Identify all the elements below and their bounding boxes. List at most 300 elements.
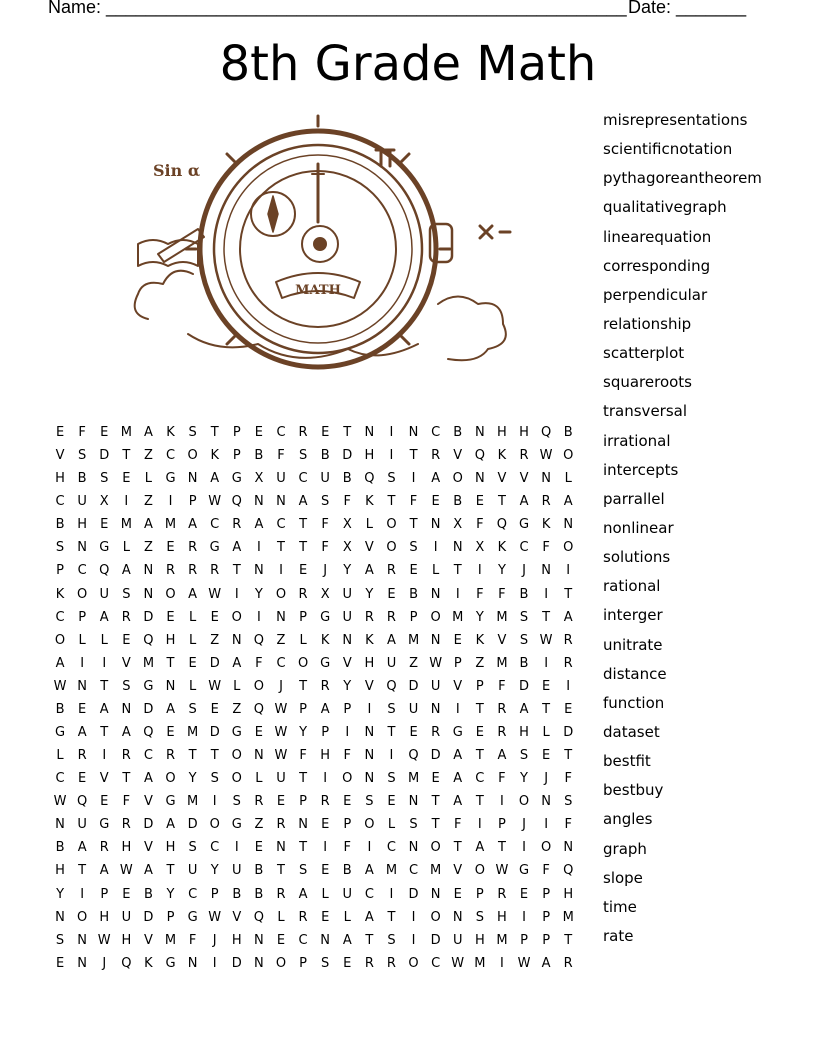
grid-letter: N xyxy=(55,817,65,833)
grid-letter: A xyxy=(563,494,573,510)
grid-letter: E xyxy=(210,609,219,625)
grid-letter: G xyxy=(55,725,66,741)
grid-letter: N xyxy=(364,425,375,440)
grid-letter: U xyxy=(320,471,330,487)
grid-letter: V xyxy=(364,540,374,556)
grid-letter: F xyxy=(255,655,263,671)
grid-letter: S xyxy=(122,678,131,694)
grid-letter: V xyxy=(453,863,463,879)
grid-letter: R xyxy=(364,609,374,625)
grid-letter: Q xyxy=(77,794,88,810)
grid-letter: P xyxy=(321,725,330,741)
grid-letter: T xyxy=(299,678,308,694)
grid-letter: R xyxy=(165,748,176,764)
grid-letter: Q xyxy=(540,425,552,440)
grid-letter: Z xyxy=(232,701,242,717)
grid-letter: T xyxy=(122,448,131,464)
word-list-item: squareroots xyxy=(603,373,692,392)
grid-letter: N xyxy=(563,840,574,856)
grid-letter: S xyxy=(475,909,484,925)
word-list-item: dataset xyxy=(603,722,660,741)
grid-letter: S xyxy=(409,540,418,556)
word-list-item: solutions xyxy=(603,548,671,567)
grid-letter: V xyxy=(519,471,529,487)
grid-letter: D xyxy=(143,609,154,625)
grid-letter: L xyxy=(255,771,263,787)
grid-letter: T xyxy=(431,794,440,810)
grid-letter: A xyxy=(519,701,529,717)
grid-letter: R xyxy=(563,955,573,971)
grid-letter: Y xyxy=(254,586,263,602)
grid-letter: E xyxy=(122,471,131,487)
grid-letter: Y xyxy=(520,771,528,787)
grid-letter: L xyxy=(387,817,396,833)
grid-letter: H xyxy=(563,886,574,902)
grid-letter: L xyxy=(277,909,285,925)
grid-letter: D xyxy=(563,725,574,741)
grid-letter: N xyxy=(541,471,551,487)
grid-letter: O xyxy=(77,586,88,602)
grid-letter: R xyxy=(364,955,374,971)
grid-letter: W xyxy=(495,863,509,879)
grid-letter: C xyxy=(409,863,419,879)
grid-letter: N xyxy=(254,748,264,764)
grid-letter: S xyxy=(321,955,330,971)
word-list-item: scatterplot xyxy=(603,344,685,363)
grid-letter: L xyxy=(188,678,197,694)
word-search-grid xyxy=(49,421,579,975)
grid-letter: Z xyxy=(143,494,153,510)
grid-letter: T xyxy=(100,725,109,741)
grid-letter: E xyxy=(210,701,219,717)
grid-letter: L xyxy=(564,471,572,487)
grid-letter: S xyxy=(78,448,87,464)
grid-letter: V xyxy=(453,448,463,464)
grid-letter: O xyxy=(540,840,552,856)
grid-letter: M xyxy=(474,955,486,971)
grid-letter: K xyxy=(320,632,330,648)
grid-letter: H xyxy=(55,863,65,879)
grid-letter: Y xyxy=(343,678,352,694)
grid-letter: E xyxy=(55,955,65,971)
grid-letter: I xyxy=(367,701,372,717)
grid-letter: P xyxy=(299,701,307,717)
grid-letter: C xyxy=(210,517,220,533)
grid-letter: H xyxy=(121,840,132,856)
grid-letter: I xyxy=(256,540,261,556)
grid-letter: B xyxy=(77,471,87,487)
grid-letter: M xyxy=(164,932,177,948)
word-list-item: relationship xyxy=(603,314,692,333)
grid-letter: Y xyxy=(365,586,374,602)
grid-letter: R xyxy=(519,448,529,464)
grid-letter: G xyxy=(320,655,331,671)
grid-letter: N xyxy=(364,771,375,787)
grid-letter: D xyxy=(408,678,419,694)
grid-letter: E xyxy=(298,563,308,579)
grid-letter: E xyxy=(519,886,529,902)
grid-letter: O xyxy=(452,471,463,487)
grid-letter: I xyxy=(389,448,394,464)
grid-letter: P xyxy=(520,932,528,948)
grid-letter: E xyxy=(564,701,573,717)
grid-letter: T xyxy=(299,517,308,533)
grid-letter: Y xyxy=(475,609,484,625)
grid-letter: H xyxy=(231,932,242,948)
grid-letter: C xyxy=(276,517,286,533)
grid-letter: M xyxy=(496,655,508,671)
grid-letter: Q xyxy=(563,863,574,879)
grid-letter: I xyxy=(102,655,107,671)
grid-letter: F xyxy=(78,425,86,440)
cloud-right-icon xyxy=(438,297,506,361)
grid-letter: E xyxy=(78,771,87,787)
grid-letter: G xyxy=(452,725,463,741)
grid-letter: T xyxy=(387,494,396,510)
grid-letter: I xyxy=(102,748,107,764)
grid-letter: S xyxy=(298,863,308,879)
grid-letter: R xyxy=(431,448,441,464)
grid-letter: E xyxy=(100,425,109,440)
grid-letter: Q xyxy=(253,632,264,648)
grid-letter: N xyxy=(298,817,308,833)
grid-letter: W xyxy=(208,678,222,694)
grid-letter: N xyxy=(55,909,65,925)
grid-letter: N xyxy=(254,932,264,948)
grid-letter: E xyxy=(387,794,396,810)
grid-letter: U xyxy=(342,609,353,625)
name-field: Name: ____________________________________________________ xyxy=(48,0,627,17)
grid-letter: R xyxy=(386,955,396,971)
grid-letter: H xyxy=(364,655,375,671)
word-list-item: qualitativegraph xyxy=(603,198,727,217)
grid-letter: K xyxy=(210,448,219,464)
grid-letter: T xyxy=(497,494,506,510)
grid-letter: P xyxy=(299,794,307,810)
grid-letter: I xyxy=(566,563,571,579)
grid-letter: T xyxy=(564,748,573,764)
grid-letter: A xyxy=(342,932,352,948)
grid-letter: N xyxy=(364,748,375,764)
grid-letter: Z xyxy=(143,540,153,556)
grid-letter: N xyxy=(143,586,154,602)
grid-letter: M xyxy=(142,655,155,671)
grid-letter: J xyxy=(102,955,107,971)
grid-letter: E xyxy=(276,794,286,810)
grid-letter: M xyxy=(496,932,508,948)
grid-letter: D xyxy=(430,932,441,948)
grid-letter: M xyxy=(164,517,177,533)
grid-letter: T xyxy=(210,425,219,440)
grid-letter: O xyxy=(386,517,397,533)
grid-letter: S xyxy=(232,794,241,810)
grid-letter: Q xyxy=(253,909,264,925)
grid-letter: I xyxy=(477,817,482,833)
grid-letter: P xyxy=(78,609,87,625)
grid-letter: I xyxy=(522,909,526,925)
grid-letter: N xyxy=(408,425,419,440)
grid-letter: P xyxy=(542,909,551,925)
grid-letter: D xyxy=(430,748,441,764)
grid-letter: M xyxy=(120,425,132,440)
grid-letter: O xyxy=(386,540,397,556)
grid-letter: N xyxy=(541,563,551,579)
grid-letter: E xyxy=(343,794,352,810)
grid-letter: W xyxy=(119,863,133,879)
grid-letter: B xyxy=(342,471,352,487)
grid-letter: Q xyxy=(253,701,264,717)
grid-letter: Y xyxy=(299,725,308,741)
grid-letter: T xyxy=(299,540,308,556)
grid-letter: N xyxy=(364,725,375,741)
grid-letter: N xyxy=(452,909,463,925)
grid-letter: R xyxy=(77,748,87,764)
grid-letter: O xyxy=(275,586,287,602)
grid-letter: B xyxy=(409,586,418,602)
grid-letter: F xyxy=(321,540,329,556)
grid-letter: O xyxy=(364,817,375,833)
grid-letter: V xyxy=(497,632,507,648)
grid-letter: E xyxy=(321,817,330,833)
grid-letter: W xyxy=(274,725,288,741)
grid-letter: W xyxy=(97,932,111,948)
grid-letter: K xyxy=(166,425,175,440)
grid-letter: R xyxy=(320,794,330,810)
grid-letter: D xyxy=(143,701,154,717)
grid-letter: R xyxy=(431,725,441,741)
grid-letter: N xyxy=(143,563,154,579)
grid-letter: V xyxy=(99,771,109,787)
grid-letter: I xyxy=(477,563,482,579)
grid-letter: B xyxy=(254,863,264,879)
grid-letter: V xyxy=(143,794,153,810)
grid-letter: Z xyxy=(254,817,264,833)
grid-letter: N xyxy=(77,955,87,971)
grid-letter: S xyxy=(188,425,197,440)
grid-letter: C xyxy=(475,771,485,787)
grid-letter: I xyxy=(544,586,549,602)
grid-letter: W xyxy=(274,748,288,764)
word-list-item: distance xyxy=(603,664,667,683)
grid-letter: D xyxy=(187,817,198,833)
grid-letter: S xyxy=(122,586,131,602)
grid-letter: F xyxy=(453,817,462,833)
grid-letter: I xyxy=(389,425,394,440)
word-list-item: interger xyxy=(603,606,663,625)
grid-letter: W xyxy=(53,678,67,694)
grid-letter: B xyxy=(342,863,352,879)
grid-letter: K xyxy=(497,540,507,556)
word-list-item: unitrate xyxy=(603,635,663,654)
grid-letter: Q xyxy=(364,471,375,487)
grid-letter: S xyxy=(387,771,396,787)
grid-letter: Z xyxy=(409,655,418,671)
grid-letter: B xyxy=(232,886,242,902)
word-list-item: irrational xyxy=(603,431,671,450)
grid-letter: U xyxy=(276,771,286,787)
grid-letter: A xyxy=(121,563,131,579)
grid-letter: D xyxy=(143,817,154,833)
grid-letter: N xyxy=(474,471,485,487)
word-list-item: graph xyxy=(603,839,647,858)
grid-letter: A xyxy=(143,517,153,533)
grid-letter: F xyxy=(542,863,550,879)
grid-letter: A xyxy=(99,863,109,879)
grid-letter: G xyxy=(143,678,154,694)
grid-letter: L xyxy=(122,540,130,556)
grid-letter: D xyxy=(342,448,353,464)
grid-letter: A xyxy=(298,886,308,902)
grid-letter: R xyxy=(121,748,131,764)
grid-letter: I xyxy=(345,725,350,741)
grid-letter: N xyxy=(474,425,485,440)
grid-letter: Z xyxy=(475,655,485,671)
word-list-item: time xyxy=(603,897,637,916)
grid-letter: I xyxy=(411,471,416,487)
grid-letter: B xyxy=(55,701,65,717)
grid-letter: N xyxy=(408,794,419,810)
grid-letter: B xyxy=(55,517,65,533)
grid-letter: X xyxy=(320,586,330,602)
grid-letter: C xyxy=(386,840,396,856)
grid-letter: P xyxy=(453,655,462,671)
grid-letter: U xyxy=(232,863,242,879)
word-list-item: transversal xyxy=(603,402,688,421)
grid-letter: N xyxy=(121,701,132,717)
grid-letter: S xyxy=(519,632,529,648)
grid-letter: V xyxy=(364,678,374,694)
grid-letter: J xyxy=(522,817,526,833)
grid-letter: A xyxy=(77,725,87,741)
grid-letter: R xyxy=(563,632,573,648)
grid-letter: A xyxy=(563,609,573,625)
grid-letter: G xyxy=(99,540,110,556)
grid-letter: W xyxy=(539,448,553,464)
sin-alpha-label: Sin α xyxy=(153,161,201,180)
grid-letter: P xyxy=(475,678,484,694)
grid-letter: I xyxy=(124,494,129,510)
grid-letter: B xyxy=(254,448,264,464)
date-field: Date: _______ xyxy=(628,0,747,17)
grid-letter: Y xyxy=(343,563,352,579)
grid-letter: N xyxy=(320,932,331,948)
grid-letter: H xyxy=(77,517,88,533)
grid-letter: N xyxy=(254,494,264,510)
cloud-left-icon xyxy=(135,271,193,319)
grid-letter: V xyxy=(232,909,242,925)
grid-letter: S xyxy=(298,448,308,464)
grid-letter: M xyxy=(452,609,464,625)
grid-letter: U xyxy=(342,886,353,902)
grid-letter: Z xyxy=(276,632,286,648)
grid-letter: Q xyxy=(143,725,154,741)
grid-letter: O xyxy=(518,794,530,810)
grid-letter: G xyxy=(165,794,176,810)
grid-letter: N xyxy=(452,540,463,556)
grid-letter: K xyxy=(365,494,374,510)
grid-letter: U xyxy=(121,909,132,925)
grid-letter: T xyxy=(232,563,241,579)
grid-letter: E xyxy=(321,909,330,925)
grid-letter: R xyxy=(320,678,330,694)
grid-letter: N xyxy=(408,840,419,856)
grid-letter: E xyxy=(453,886,462,902)
grid-letter: G xyxy=(99,817,110,833)
grid-letter: E xyxy=(100,517,109,533)
grid-letter: H xyxy=(99,909,110,925)
word-list-item: rational xyxy=(603,577,661,596)
word-list-item: perpendicular xyxy=(603,285,708,304)
grid-letter: F xyxy=(564,817,572,833)
grid-letter: N xyxy=(254,955,264,971)
grid-letter: N xyxy=(276,609,286,625)
word-list xyxy=(603,110,813,955)
grid-letter: F xyxy=(277,448,285,464)
grid-letter: O xyxy=(165,771,176,787)
grid-letter: I xyxy=(80,886,85,902)
grid-letter: L xyxy=(188,632,197,648)
grid-letter: H xyxy=(519,725,529,741)
grid-letter: L xyxy=(188,609,197,625)
grid-letter: S xyxy=(55,932,65,948)
grid-letter: E xyxy=(431,494,440,510)
grid-letter: T xyxy=(475,701,484,717)
grid-letter: I xyxy=(234,840,239,856)
grid-letter: G xyxy=(518,517,530,533)
grid-letter: Q xyxy=(408,748,419,764)
grid-letter: A xyxy=(232,655,242,671)
grid-letter: N xyxy=(254,563,264,579)
word-list-item: linearequation xyxy=(603,227,712,246)
grid-letter: L xyxy=(365,517,373,533)
grid-letter: J xyxy=(279,678,283,694)
grid-letter: S xyxy=(387,701,396,717)
grid-letter: Z xyxy=(210,632,220,648)
grid-letter: A xyxy=(166,817,175,833)
grid-letter: O xyxy=(54,632,66,648)
grid-letter: P xyxy=(299,609,307,625)
grid-letter: T xyxy=(78,863,87,879)
grid-letter: Q xyxy=(99,563,110,579)
grid-letter: B xyxy=(519,655,529,671)
grid-letter: Y xyxy=(166,886,175,902)
word-list-item: bestfit xyxy=(603,752,651,771)
grid-letter: N xyxy=(77,932,87,948)
grid-letter: L xyxy=(321,886,329,902)
grid-letter: R xyxy=(121,817,131,833)
grid-letter: N xyxy=(342,632,353,648)
grid-letter: V xyxy=(143,932,153,948)
grid-letter: A xyxy=(188,517,198,533)
grid-letter: V xyxy=(497,471,507,487)
grid-letter: P xyxy=(188,494,197,510)
grid-letter: A xyxy=(210,471,220,487)
grid-letter: T xyxy=(343,425,352,440)
grid-letter: T xyxy=(365,932,374,948)
book-icon xyxy=(138,240,198,266)
grid-letter: E xyxy=(100,794,109,810)
grid-letter: A xyxy=(166,701,175,717)
grid-letter: F xyxy=(476,517,484,533)
grid-letter: T xyxy=(100,678,109,694)
grid-letter: O xyxy=(231,609,242,625)
grid-letter: P xyxy=(232,448,241,464)
grid-letter: T xyxy=(188,748,197,764)
grid-letter: I xyxy=(566,678,571,694)
grid-letter: W xyxy=(451,955,465,971)
grid-letter: T xyxy=(277,540,285,556)
grid-letter: A xyxy=(497,748,507,764)
